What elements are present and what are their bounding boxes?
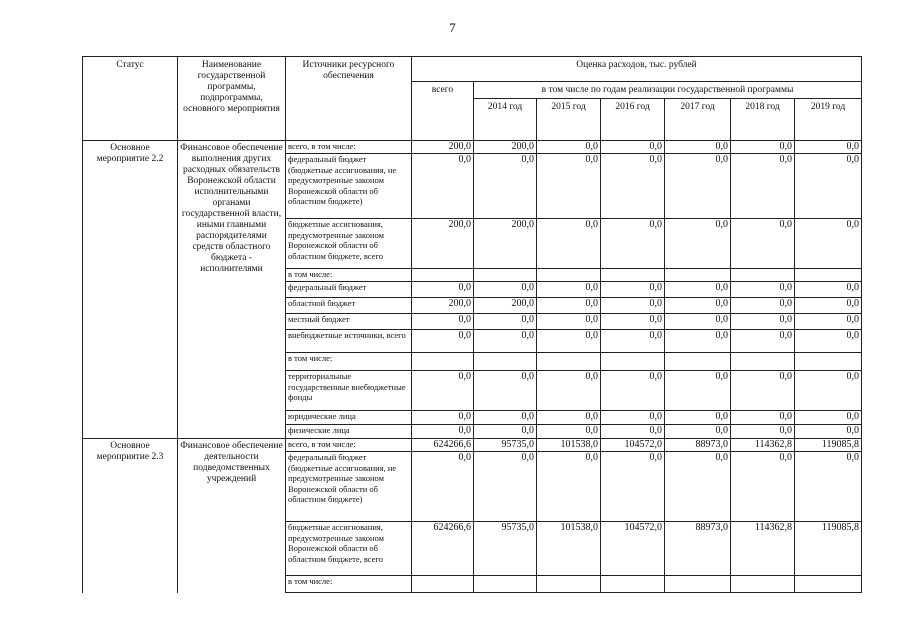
value-year-cell: [474, 576, 537, 593]
value-year-cell: 0,0: [601, 314, 665, 330]
header-estimate: Оценка расходов, тыс. рублей: [412, 57, 862, 82]
header-year-1: 2014 год: [474, 99, 537, 141]
value-year-cell: [601, 576, 665, 593]
source-cell: юридические лица: [286, 411, 412, 425]
source-cell: всего, в том числе:: [286, 141, 412, 154]
value-year-cell: 0,0: [795, 141, 862, 154]
value-year-cell: 0,0: [537, 282, 601, 298]
value-year-cell: 95735,0: [474, 439, 537, 452]
source-cell: бюджетные ассигнования, предусмотренные законом Воронежской области об областном бюджете, всего: [286, 522, 412, 576]
value-year-cell: 0,0: [795, 314, 862, 330]
value-year-cell: 0,0: [601, 219, 665, 269]
value-year-cell: [731, 353, 795, 371]
value-year-cell: 0,0: [601, 154, 665, 219]
value-total-cell: 0,0: [412, 330, 474, 353]
value-year-cell: [537, 269, 601, 282]
value-year-cell: 200,0: [474, 298, 537, 314]
value-year-cell: 0,0: [537, 154, 601, 219]
value-total-cell: 0,0: [412, 282, 474, 298]
value-total-cell: 0,0: [412, 425, 474, 439]
value-total-cell: 200,0: [412, 298, 474, 314]
value-year-cell: [537, 353, 601, 371]
source-cell: в том числе:: [286, 576, 412, 593]
header-total: всего: [412, 82, 474, 141]
value-year-cell: 0,0: [537, 219, 601, 269]
value-year-cell: 200,0: [474, 141, 537, 154]
value-year-cell: 0,0: [537, 141, 601, 154]
value-year-cell: 114362,8: [731, 522, 795, 576]
value-total-cell: [412, 576, 474, 593]
value-year-cell: 88973,0: [665, 522, 731, 576]
value-year-cell: 0,0: [537, 425, 601, 439]
value-year-cell: [537, 576, 601, 593]
value-year-cell: [601, 353, 665, 371]
value-year-cell: 0,0: [731, 282, 795, 298]
value-total-cell: [412, 353, 474, 371]
value-year-cell: 0,0: [474, 411, 537, 425]
value-year-cell: [474, 269, 537, 282]
value-total-cell: 0,0: [412, 371, 474, 411]
value-year-cell: 0,0: [731, 330, 795, 353]
value-year-cell: 0,0: [601, 330, 665, 353]
value-year-cell: 88973,0: [665, 439, 731, 452]
value-year-cell: 0,0: [665, 411, 731, 425]
value-year-cell: 0,0: [665, 219, 731, 269]
source-cell: в том числе:: [286, 269, 412, 282]
source-cell: областной бюджет: [286, 298, 412, 314]
value-year-cell: [731, 269, 795, 282]
header-status: Статус: [83, 57, 178, 141]
value-year-cell: 0,0: [601, 141, 665, 154]
source-cell: физические лица: [286, 425, 412, 439]
value-year-cell: 0,0: [537, 411, 601, 425]
value-year-cell: 0,0: [795, 154, 862, 219]
value-year-cell: 0,0: [537, 330, 601, 353]
expenditure-table: [82, 56, 862, 593]
value-total-cell: 624266,6: [412, 439, 474, 452]
value-year-cell: [601, 269, 665, 282]
value-year-cell: 0,0: [601, 411, 665, 425]
value-total-cell: 0,0: [412, 154, 474, 219]
header-including-years: в том числе по годам реализации государственной программы: [474, 82, 862, 99]
value-year-cell: 0,0: [731, 452, 795, 522]
value-year-cell: 0,0: [537, 314, 601, 330]
value-year-cell: 0,0: [537, 371, 601, 411]
value-year-cell: [474, 353, 537, 371]
source-cell: местный бюджет: [286, 314, 412, 330]
value-year-cell: 0,0: [795, 330, 862, 353]
value-year-cell: 0,0: [665, 314, 731, 330]
value-year-cell: 0,0: [601, 282, 665, 298]
value-year-cell: [795, 353, 862, 371]
value-year-cell: 0,0: [795, 452, 862, 522]
value-year-cell: 0,0: [795, 371, 862, 411]
value-year-cell: 0,0: [474, 425, 537, 439]
value-total-cell: 624266,6: [412, 522, 474, 576]
value-year-cell: 0,0: [474, 452, 537, 522]
value-year-cell: 0,0: [731, 371, 795, 411]
value-year-cell: 0,0: [601, 425, 665, 439]
status-cell: Основное мероприятие 2.3: [83, 439, 178, 593]
value-year-cell: 0,0: [795, 219, 862, 269]
value-year-cell: 119085,8: [795, 439, 862, 452]
value-year-cell: 0,0: [474, 371, 537, 411]
header-year-5: 2018 год: [731, 99, 795, 141]
source-cell: территориальные государственные внебюджетные фонды: [286, 371, 412, 411]
value-year-cell: 0,0: [665, 452, 731, 522]
value-total-cell: 200,0: [412, 219, 474, 269]
status-cell: Основное мероприятие 2.2: [83, 141, 178, 439]
value-year-cell: 0,0: [601, 452, 665, 522]
value-total-cell: 200,0: [412, 141, 474, 154]
value-year-cell: 0,0: [665, 141, 731, 154]
value-year-cell: 0,0: [474, 154, 537, 219]
value-year-cell: 0,0: [795, 425, 862, 439]
value-total-cell: 0,0: [412, 411, 474, 425]
value-year-cell: 101538,0: [537, 522, 601, 576]
value-year-cell: [665, 353, 731, 371]
header-year-3: 2016 год: [601, 99, 665, 141]
value-year-cell: 0,0: [731, 154, 795, 219]
value-year-cell: 104572,0: [601, 522, 665, 576]
value-year-cell: 0,0: [665, 371, 731, 411]
header-sources: Источники ресурсного обеспечения: [286, 57, 412, 141]
value-year-cell: 0,0: [731, 141, 795, 154]
value-year-cell: [731, 576, 795, 593]
value-year-cell: 0,0: [474, 314, 537, 330]
value-year-cell: 95735,0: [474, 522, 537, 576]
page-number: 7: [449, 20, 456, 35]
source-cell: федеральный бюджет: [286, 282, 412, 298]
value-year-cell: 0,0: [665, 330, 731, 353]
header-name: Наименование государственной программы, подпрограммы, основного мероприятия: [178, 57, 286, 141]
value-year-cell: 0,0: [795, 298, 862, 314]
value-year-cell: 0,0: [665, 282, 731, 298]
value-year-cell: 0,0: [731, 411, 795, 425]
value-year-cell: [795, 269, 862, 282]
value-year-cell: 0,0: [537, 298, 601, 314]
value-year-cell: 101538,0: [537, 439, 601, 452]
table-row: [83, 439, 862, 452]
value-total-cell: 0,0: [412, 314, 474, 330]
value-year-cell: [665, 269, 731, 282]
value-year-cell: 0,0: [601, 298, 665, 314]
value-year-cell: 104572,0: [601, 439, 665, 452]
source-cell: бюджетные ассигнования, предусмотренные законом Воронежской области об областном бюджете, всего: [286, 219, 412, 269]
source-cell: всего, в том числе:: [286, 439, 412, 452]
program-name-cell: Финансовое обеспечение выполнения других расходных обязательств Воронежской области исполнительными органами государственной власти, иными главными распорядителями средств областного бюджета - исполнителями: [178, 141, 286, 439]
value-year-cell: 200,0: [474, 219, 537, 269]
value-year-cell: 0,0: [474, 330, 537, 353]
value-year-cell: 0,0: [665, 425, 731, 439]
value-year-cell: 0,0: [795, 411, 862, 425]
value-year-cell: 0,0: [795, 282, 862, 298]
table-row: [83, 141, 862, 154]
source-cell: в том числе:: [286, 353, 412, 371]
value-year-cell: 0,0: [731, 298, 795, 314]
value-year-cell: 119085,8: [795, 522, 862, 576]
value-year-cell: 0,0: [537, 452, 601, 522]
value-year-cell: 0,0: [474, 282, 537, 298]
value-year-cell: 114362,8: [731, 439, 795, 452]
value-total-cell: [412, 269, 474, 282]
value-year-cell: 0,0: [731, 425, 795, 439]
value-year-cell: 0,0: [665, 298, 731, 314]
value-year-cell: [665, 576, 731, 593]
source-cell: федеральный бюджет (бюджетные ассигнования, не предусмотренные законом Воронежской области об областном бюджете): [286, 452, 412, 522]
header-year-2: 2015 год: [537, 99, 601, 141]
value-year-cell: 0,0: [665, 154, 731, 219]
value-year-cell: 0,0: [731, 314, 795, 330]
value-year-cell: 0,0: [601, 371, 665, 411]
value-year-cell: 0,0: [731, 219, 795, 269]
source-cell: федеральный бюджет (бюджетные ассигнования, не предусмотренные законом Воронежской области об областном бюджете): [286, 154, 412, 219]
program-name-cell: Финансовое обеспечение деятельности подведомственных учреждений: [178, 439, 286, 593]
source-cell: внебюджетные источники, всего: [286, 330, 412, 353]
header-year-4: 2017 год: [665, 99, 731, 141]
value-year-cell: [795, 576, 862, 593]
header-year-6: 2019 год: [795, 99, 862, 141]
value-total-cell: 0,0: [412, 452, 474, 522]
